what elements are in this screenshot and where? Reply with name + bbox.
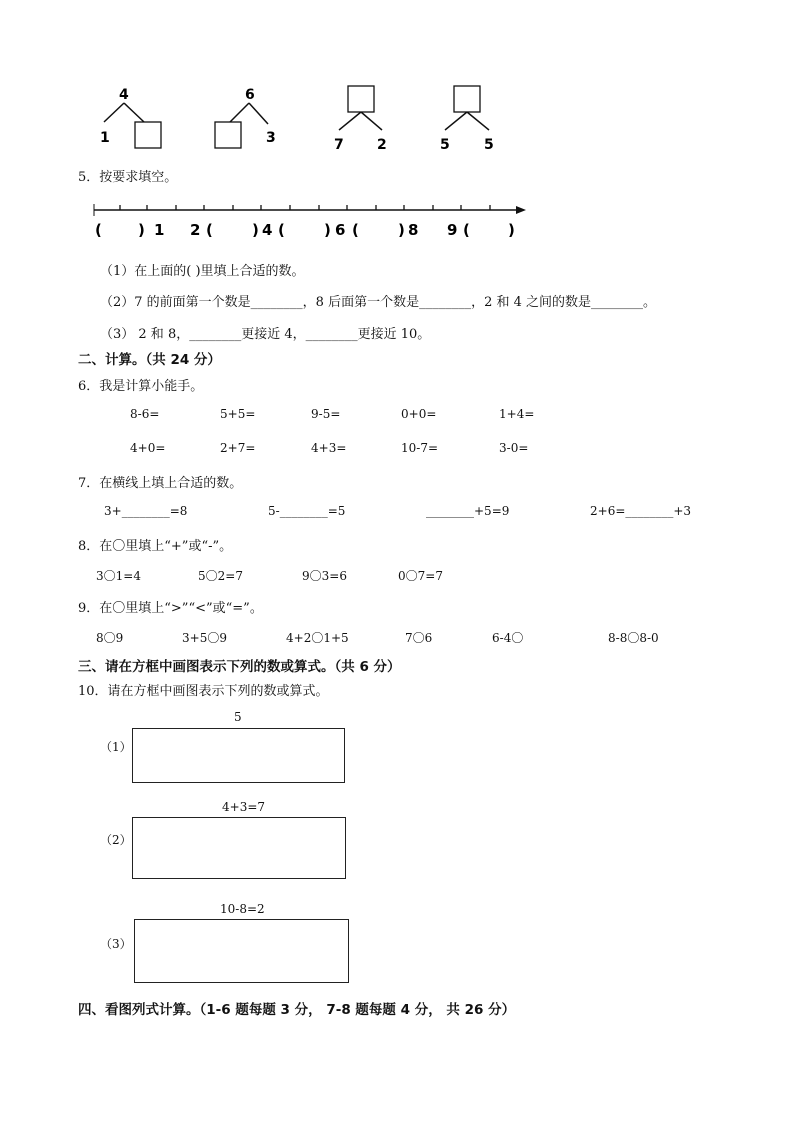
number-line-label: ) bbox=[324, 221, 331, 239]
decompose-diagram-4 bbox=[440, 86, 494, 153]
drawing-label: （1） bbox=[100, 740, 132, 754]
number-line-label: 9 bbox=[447, 221, 458, 239]
question-5-sub-3: （3） 2 和 8，________更接近 4，________更接近 10。 bbox=[100, 327, 431, 342]
decompose-2-top: 6 bbox=[245, 87, 255, 103]
number-line-label: ) bbox=[138, 221, 145, 239]
number-line-label: ) bbox=[508, 221, 515, 239]
drawing-box-2[interactable] bbox=[132, 817, 346, 879]
number-line-label: ( bbox=[352, 221, 359, 239]
question-5-sub-1: （1）在上面的( )里填上合适的数。 bbox=[100, 264, 305, 279]
decompose-diagram-3 bbox=[334, 86, 387, 153]
calc-item: 0+0= bbox=[401, 407, 437, 421]
number-line-label: ) bbox=[398, 221, 405, 239]
question-8-title: 8．在〇里填上“+”或“-”。 bbox=[78, 539, 233, 554]
drawing-label: （2） bbox=[100, 833, 132, 847]
number-line-label: ( bbox=[463, 221, 470, 239]
question-9-title: 9．在〇里填上“>”“<”或“=”。 bbox=[78, 601, 263, 616]
number-line-label: 4 bbox=[262, 221, 273, 239]
compare-item: 8-8〇8-0 bbox=[608, 631, 659, 645]
fill-blank-item: ________+5=9 bbox=[426, 504, 510, 518]
drawing-box-3[interactable] bbox=[134, 919, 349, 983]
answer-box bbox=[135, 122, 161, 148]
decompose-4-right: 5 bbox=[484, 137, 494, 153]
question-5-title: 5．按要求填空。 bbox=[78, 170, 178, 185]
number-line-label: ( bbox=[95, 221, 102, 239]
answer-box bbox=[215, 122, 241, 148]
decompose-diagram-1 bbox=[100, 87, 161, 148]
drawing-caption: 5 bbox=[234, 710, 242, 724]
number-line-label: 8 bbox=[408, 221, 419, 239]
drawing-caption: 10-8=2 bbox=[220, 902, 265, 916]
drawing-caption: 4+3=7 bbox=[222, 800, 266, 814]
compare-item: 3+5〇9 bbox=[182, 631, 227, 645]
compare-item: 6-4〇 bbox=[492, 631, 524, 645]
calc-item: 10-7= bbox=[401, 441, 439, 455]
operator-item: 9〇3=6 bbox=[302, 569, 347, 583]
number-line bbox=[90, 200, 535, 245]
number-line-label: ( bbox=[206, 221, 213, 239]
section-3-title: 三、请在方框中画图表示下列的数或算式。（共 6 分） bbox=[78, 659, 401, 675]
section-2-title: 二、计算。（共 24 分） bbox=[78, 352, 221, 368]
operator-item: 3〇1=4 bbox=[96, 569, 141, 583]
number-line-label: 2 bbox=[190, 221, 201, 239]
decompose-1-left: 1 bbox=[100, 130, 110, 146]
calc-item: 4+0= bbox=[130, 441, 166, 455]
number-line-label: ) bbox=[252, 221, 259, 239]
decomposition-diagrams bbox=[0, 0, 794, 160]
fill-blank-item: 2+6=________+3 bbox=[590, 504, 692, 518]
compare-item: 7〇6 bbox=[405, 631, 433, 645]
compare-item: 8〇9 bbox=[96, 631, 124, 645]
decompose-diagram-2 bbox=[215, 87, 276, 148]
decompose-4-left: 5 bbox=[440, 137, 450, 153]
operator-item: 5〇2=7 bbox=[198, 569, 243, 583]
answer-box bbox=[348, 86, 374, 112]
number-line-label: 1 bbox=[154, 221, 165, 239]
question-5-sub-2: （2）7 的前面第一个数是________，8 后面第一个数是________，2 和 4 之间的数是________。 bbox=[100, 295, 657, 310]
fill-blank-item: 5-________=5 bbox=[268, 504, 346, 518]
calc-item: 1+4= bbox=[499, 407, 535, 421]
calc-item: 3-0= bbox=[499, 441, 529, 455]
number-line-label: 6 bbox=[335, 221, 346, 239]
calc-item: 2+7= bbox=[220, 441, 256, 455]
drawing-box-1[interactable] bbox=[132, 728, 345, 783]
question-6-title: 6．我是计算小能手。 bbox=[78, 379, 204, 394]
calc-item: 8-6= bbox=[130, 407, 160, 421]
calc-item: 5+5= bbox=[220, 407, 256, 421]
operator-item: 0〇7=7 bbox=[398, 569, 443, 583]
drawing-label: （3） bbox=[100, 937, 132, 951]
calc-item: 4+3= bbox=[311, 441, 347, 455]
section-4-title: 四、看图列式计算。（1-6 题每题 3 分， 7-8 题每题 4 分， 共 26 分） bbox=[78, 1002, 516, 1018]
question-10-title: 10．请在方框中画图表示下列的数或算式。 bbox=[78, 684, 329, 699]
decompose-3-left: 7 bbox=[334, 137, 344, 153]
fill-blank-item: 3+________=8 bbox=[104, 504, 188, 518]
decompose-1-top: 4 bbox=[119, 87, 129, 103]
question-7-title: 7．在横线上填上合适的数。 bbox=[78, 476, 243, 491]
calc-item: 9-5= bbox=[311, 407, 341, 421]
compare-item: 4+2〇1+5 bbox=[286, 631, 349, 645]
answer-box bbox=[454, 86, 480, 112]
number-line-label: ( bbox=[278, 221, 285, 239]
decompose-3-right: 2 bbox=[377, 137, 387, 153]
decompose-2-right: 3 bbox=[266, 130, 276, 146]
